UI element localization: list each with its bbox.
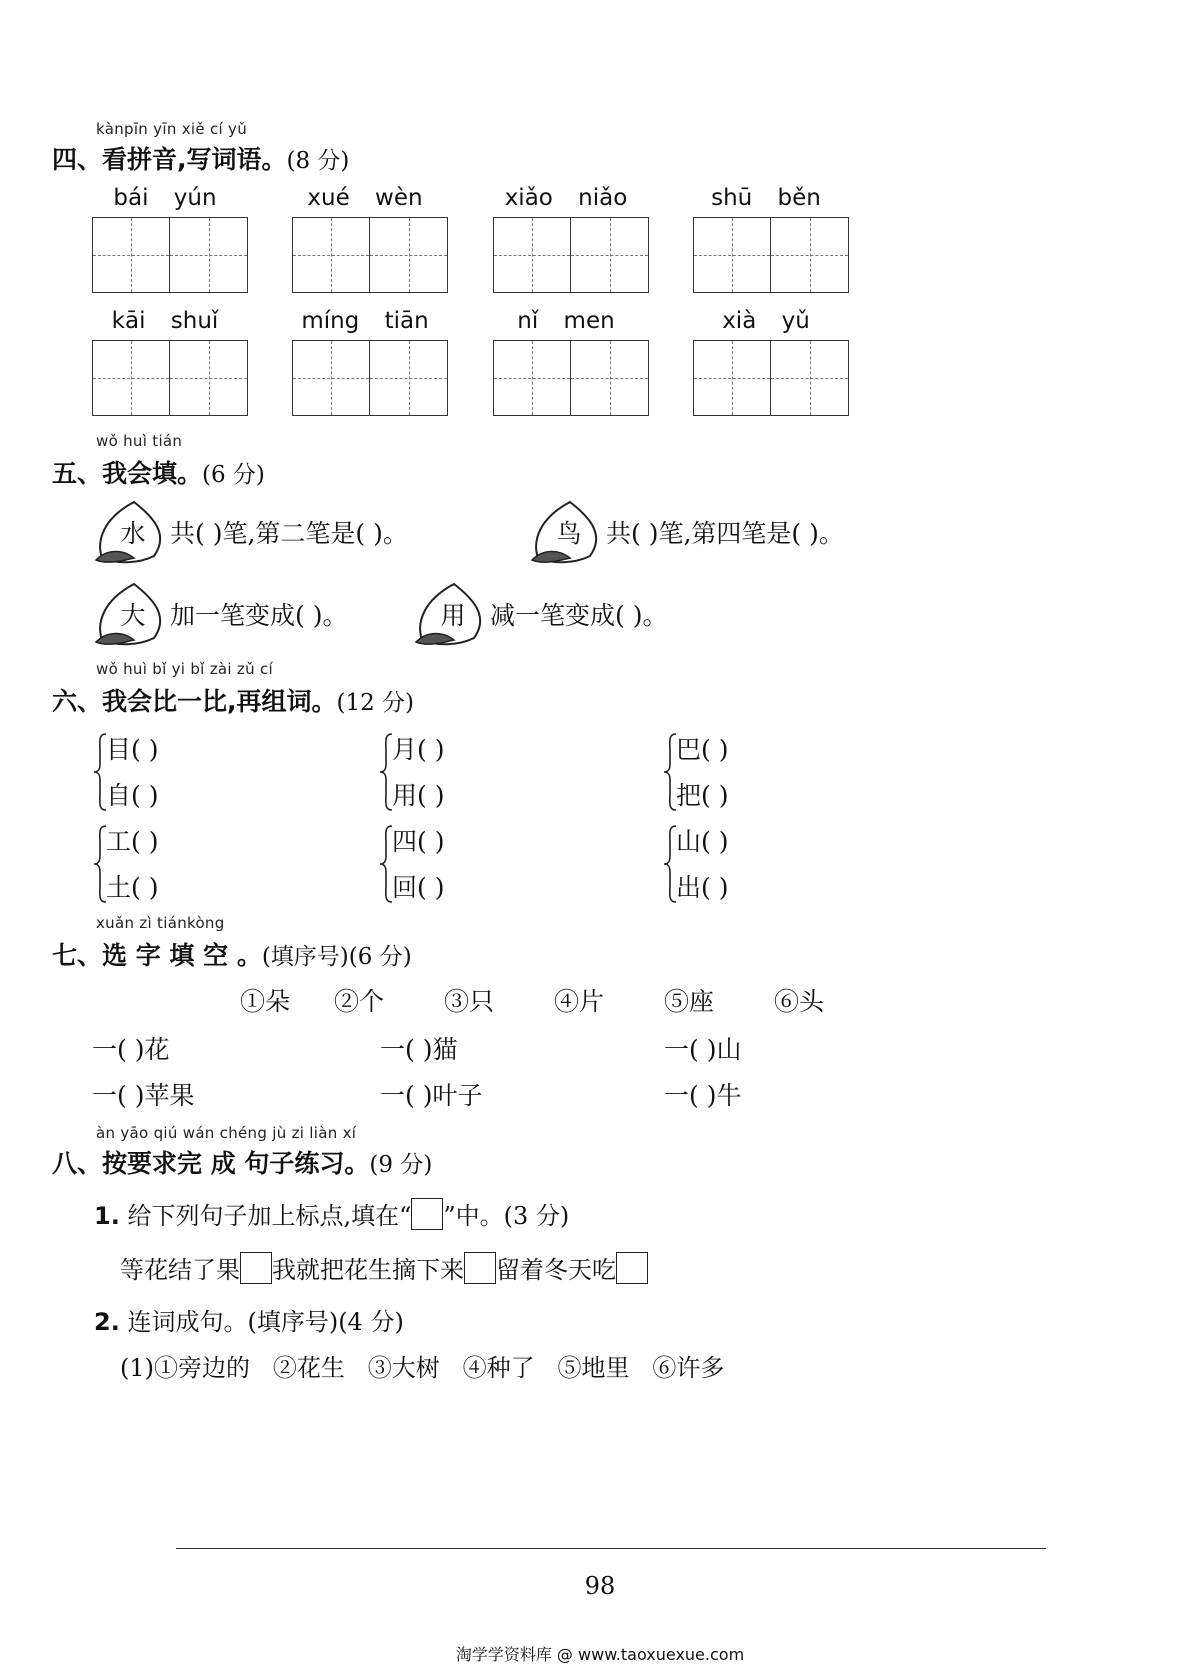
compare-word: 用( )	[392, 781, 445, 810]
watermark: 淘学学资料库 @ www.taoxuexue.com	[455, 1645, 745, 1664]
option-item: ④片	[554, 987, 605, 1016]
peach-char: 大	[120, 601, 146, 630]
q1-seg2: 我就把花生摘下来	[272, 1256, 464, 1284]
punct-box	[411, 1198, 443, 1230]
option-item: ⑤座	[664, 987, 715, 1016]
s7-pinyin: xuǎn zì tiánkòng	[96, 914, 225, 932]
fill-text: 加一笔变成( )。	[170, 601, 348, 630]
compare-word: 土( )	[106, 873, 159, 902]
s4-heading	[52, 140, 349, 176]
footer-divider	[176, 1548, 1046, 1549]
blank-item: 一( )苹果	[92, 1081, 195, 1110]
peach-char: 鸟	[556, 519, 582, 548]
punct-box[interactable]	[616, 1252, 648, 1284]
s5-pinyin: wǒ huì tián	[96, 432, 183, 450]
q2-number: 2.	[94, 1308, 120, 1336]
compare-word: 工( )	[106, 827, 159, 856]
punct-box[interactable]	[464, 1252, 496, 1284]
s8-heading	[52, 1144, 432, 1180]
q1-seg3: 留着冬天吃	[496, 1256, 616, 1284]
word-pinyin: nǐ men	[517, 308, 615, 334]
compare-word: 四( )	[392, 827, 445, 856]
blank-item: 一( )猫	[380, 1035, 458, 1064]
peach-icon	[94, 498, 176, 564]
option-item: ⑥头	[774, 987, 825, 1016]
s7-points: (填序号)(6 分)	[261, 944, 412, 970]
tianzi-cell[interactable]	[170, 217, 248, 293]
q1-line	[94, 1196, 569, 1231]
q1-number: 1.	[94, 1202, 120, 1230]
option-item: ②个	[334, 987, 385, 1016]
tianzi-grid[interactable]	[493, 217, 649, 293]
word-pinyin: xiǎo niǎo	[504, 185, 628, 211]
compare-word: 山( )	[676, 827, 729, 856]
peach-char: 水	[120, 519, 146, 548]
tianzi-cell[interactable]	[292, 340, 370, 416]
compare-word: 巴( )	[676, 735, 729, 764]
word-pinyin: shū běn	[711, 185, 821, 211]
blank-item: 一( )牛	[664, 1081, 742, 1110]
tianzi-cell[interactable]	[170, 340, 248, 416]
compare-word: 把( )	[676, 781, 729, 810]
s6-heading	[52, 682, 414, 718]
q1-sentence	[120, 1250, 648, 1285]
page-number: 98	[584, 1572, 616, 1600]
tianzi-cell[interactable]	[571, 340, 649, 416]
word-pinyin: xué wèn	[307, 185, 423, 211]
compare-word: 出( )	[676, 873, 729, 902]
s5-title: 五、我会填。	[52, 459, 203, 488]
s8-title: 八、按要求完 成 句子练习。	[52, 1149, 370, 1178]
s7-heading	[52, 936, 412, 972]
tianzi-grid[interactable]	[693, 217, 849, 293]
tianzi-grid[interactable]	[92, 217, 248, 293]
tianzi-cell[interactable]	[370, 340, 448, 416]
compare-word: 目( )	[106, 735, 159, 764]
s6-title: 六、我会比一比,再组词。	[52, 687, 337, 716]
tianzi-cell[interactable]	[771, 217, 849, 293]
tianzi-cell[interactable]	[370, 217, 448, 293]
tianzi-cell[interactable]	[571, 217, 649, 293]
compare-word: 月( )	[392, 735, 445, 764]
peach-icon	[414, 580, 496, 646]
s5-heading	[52, 454, 265, 490]
tianzi-cell[interactable]	[92, 340, 170, 416]
fill-text: 共( )笔,第四笔是( )。	[606, 519, 844, 548]
s4-title: 四、看拼音,写词语。	[52, 145, 287, 174]
s7-title: 七、选 字 填 空 。	[52, 941, 262, 970]
word-pinyin: kāi shuǐ	[111, 308, 219, 334]
q2-line	[94, 1302, 404, 1337]
s6-points: (12 分)	[336, 690, 415, 716]
tianzi-cell[interactable]	[493, 217, 571, 293]
tianzi-cell[interactable]	[693, 340, 771, 416]
tianzi-grid[interactable]	[693, 340, 849, 416]
word-pinyin: míng tiān	[301, 308, 429, 334]
q2-words: (1)①旁边的 ②花生 ③大树 ④种了 ⑤地里 ⑥许多	[120, 1354, 725, 1382]
option-item: ③只	[444, 987, 495, 1016]
fill-text: 减一笔变成( )。	[490, 601, 668, 630]
s5-points: (6 分)	[202, 462, 265, 488]
tianzi-cell[interactable]	[92, 217, 170, 293]
blank-item: 一( )山	[664, 1035, 742, 1064]
tianzi-cell[interactable]	[493, 340, 571, 416]
blank-item: 一( )花	[92, 1035, 170, 1064]
tianzi-cell[interactable]	[771, 340, 849, 416]
word-pinyin: bái yún	[113, 185, 217, 211]
tianzi-cell[interactable]	[292, 217, 370, 293]
q1-seg1: 等花结了果	[120, 1256, 240, 1284]
s4-pinyin: kànpīn yīn xiě cí yǔ	[96, 120, 248, 138]
peach-char: 用	[440, 601, 466, 630]
tianzi-grid[interactable]	[493, 340, 649, 416]
s4-points: (8 分)	[286, 148, 350, 174]
blank-item: 一( )叶子	[380, 1081, 483, 1110]
compare-word: 自( )	[106, 781, 159, 810]
peach-icon	[94, 580, 176, 646]
tianzi-grid[interactable]	[292, 340, 448, 416]
option-item: ①朵	[240, 987, 291, 1016]
word-pinyin: xià yǔ	[722, 308, 810, 334]
q1-text-b: ”中。(3 分)	[443, 1202, 570, 1230]
tianzi-grid[interactable]	[292, 217, 448, 293]
s6-pinyin: wǒ huì bǐ yi bǐ zài zǔ cí	[96, 660, 273, 678]
tianzi-cell[interactable]	[693, 217, 771, 293]
punct-box[interactable]	[240, 1252, 272, 1284]
s8-points: (9 分)	[369, 1152, 433, 1178]
s8-pinyin: àn yāo qiú wán chéng jù zi liàn xí	[96, 1124, 357, 1142]
peach-icon	[530, 498, 612, 564]
tianzi-grid[interactable]	[92, 340, 248, 416]
fill-text: 共( )笔,第二笔是( )。	[170, 519, 408, 548]
compare-word: 回( )	[392, 873, 445, 902]
q1-text-a: 给下列句子加上标点,填在“	[127, 1202, 412, 1230]
q2-text: 连词成句。(填序号)(4 分)	[127, 1308, 404, 1336]
